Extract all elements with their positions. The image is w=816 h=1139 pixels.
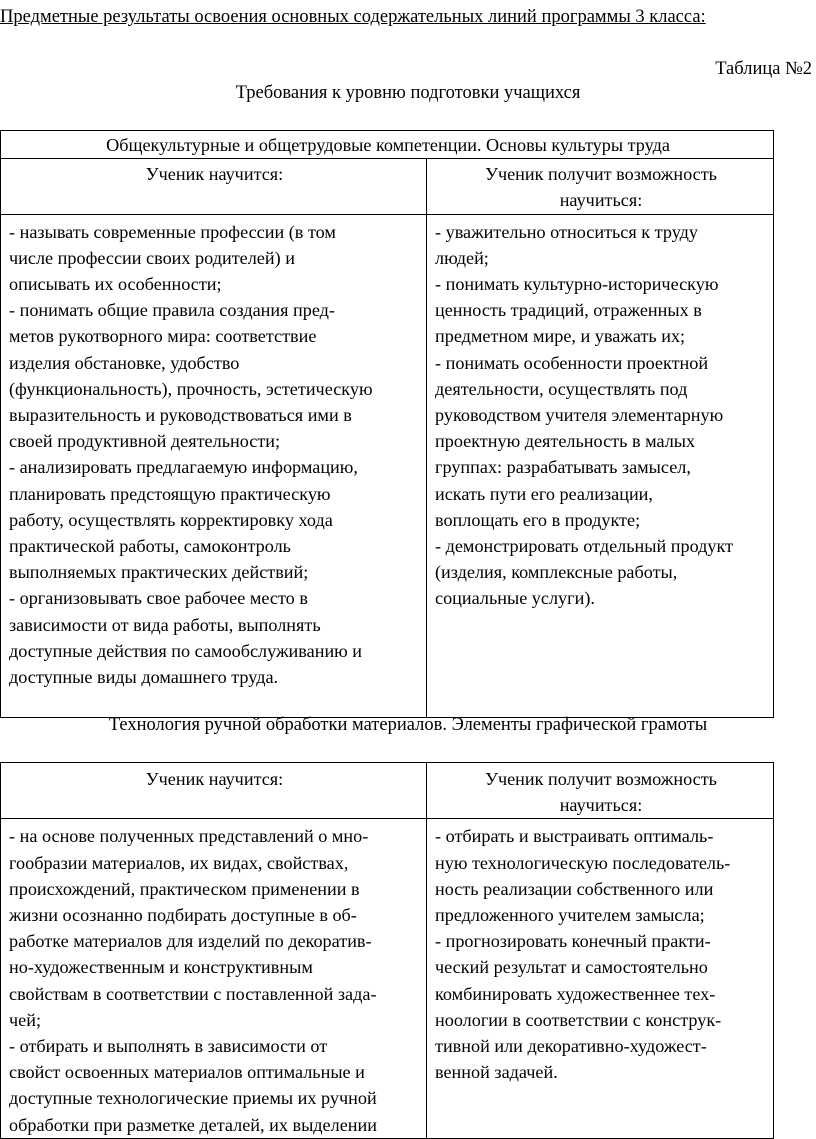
table1-col2-header-line: Ученик получит возможность — [485, 164, 717, 185]
text-line: предметном мире, и уважать их; — [435, 326, 686, 347]
text-line: тивной или декоративно-художест- — [435, 1036, 707, 1057]
text-line: - анализировать предлагаемую информацию, — [9, 457, 358, 478]
table2-col2-content — [427, 819, 774, 1138]
text-line: (изделия, комплексные работы, — [435, 562, 678, 583]
text-line: зависимости от вида работы, выполнять — [9, 614, 321, 635]
text-line: но-художественным и конструктивным — [9, 957, 313, 978]
text-line: - организовывать свое рабочее место в — [9, 588, 308, 609]
text-line: воплощать его в продукте; — [435, 509, 641, 530]
text-line: изделия обстановке, удобство — [9, 352, 240, 373]
text-line: предложенного учителем замысла; — [435, 905, 705, 926]
text-line: метов рукотворного мира: соответствие — [9, 326, 317, 347]
table1-col2-content — [427, 214, 774, 717]
text-line: - уважительно относиться к труду — [435, 221, 698, 242]
text-line: работке материалов для изделий по декоратив- — [9, 931, 372, 952]
text-line: социальные услуги). — [435, 588, 595, 609]
text-line: планировать предстоящую практическую — [9, 483, 331, 504]
table1-col1-header: Ученик научится: — [1, 159, 427, 214]
text-line: ность реализации собственного или — [435, 878, 714, 899]
table2-col1-header: Ученик научится: — [1, 763, 427, 819]
text-line: свойст освоенных материалов оптимальные и — [9, 1062, 365, 1083]
text-line: ческий результат и самостоятельно — [435, 957, 708, 978]
competencies-table — [0, 130, 774, 718]
table2-col2-header-line: научиться: — [559, 795, 643, 816]
text-line: - на основе полученных представлений о мно- — [9, 826, 369, 847]
text-line: гообразии материалов, их видах, свойствах, — [9, 852, 349, 873]
text-line: - отбирать и выстраивать оптималь- — [435, 826, 714, 847]
text-line: происхождений, практическом применении в — [9, 878, 360, 899]
text-line: выразительность и руководствоваться ими в — [9, 405, 352, 426]
text-line: искать пути его реализации, — [435, 483, 653, 504]
table2-col2-header — [427, 763, 774, 819]
text-line: жизни осознанно подбирать доступные в об- — [9, 905, 357, 926]
text-line: деятельности, осуществлять под — [435, 378, 688, 399]
text-line: - понимать общие правила создания пред- — [9, 300, 335, 321]
table1-section-title: Общекультурные и общетрудовые компетенции. Основы культуры труда — [1, 131, 774, 159]
document-heading: Предметные результаты освоения основных содержательных линий программы 3 класса: — [0, 7, 706, 27]
section2-title: Технология ручной обработки материалов. Элементы графической грамоты — [108, 715, 708, 735]
text-line: - демонстрировать отдельный продукт — [435, 536, 734, 557]
text-line: описывать их особенности; — [9, 274, 222, 295]
table1-col1-content — [1, 214, 427, 717]
text-line: комбинировать художественнее тех- — [435, 983, 716, 1004]
text-line: - понимать культурно-историческую — [435, 274, 719, 295]
text-line: выполняемых практических действий; — [9, 562, 309, 583]
text-line: доступные виды домашнего труда. — [9, 667, 279, 688]
text-line: ноологии в соответствии с конструк- — [435, 1009, 722, 1030]
table1-col2-header — [427, 159, 774, 214]
text-line: руководством учителя элементарную — [435, 405, 724, 426]
text-line: своей продуктивной деятельности; — [9, 431, 281, 452]
table-number: Таблица №2 — [715, 59, 812, 79]
text-line: практической работы, самоконтроль — [9, 536, 291, 557]
text-line: группах: разрабатывать замысел, — [435, 457, 691, 478]
text-line: числе профессии своих родителей) и — [9, 247, 295, 268]
text-line: ценность традиций, отраженных в — [435, 300, 702, 321]
text-line: работу, осуществлять корректировку хода — [9, 509, 333, 530]
text-line: доступные действия по самообслуживанию и — [9, 640, 363, 661]
text-line: - называть современные профессии (в том — [9, 221, 336, 242]
text-line: доступные технологические приемы их ручной — [9, 1088, 377, 1109]
text-line: - понимать особенности проектной — [435, 352, 709, 373]
text-line: (функциональность), прочность, эстетическую — [9, 378, 373, 399]
text-line: - прогнозировать конечный практи- — [435, 931, 711, 952]
text-line: - отбирать и выполнять в зависимости от — [9, 1036, 328, 1057]
table1-col2-header-line: научиться: — [559, 190, 643, 211]
table2-col2-header-line: Ученик получит возможность — [485, 769, 717, 789]
text-line: обработки при разметке деталей, их выделении — [9, 1114, 377, 1135]
text-line: чей; — [9, 1009, 42, 1030]
text-line: венной задачей. — [435, 1062, 558, 1083]
text-line: проектную деятельность в малых — [435, 431, 696, 452]
materials-table — [0, 762, 774, 1139]
table-subtitle: Требования к уровню подготовки учащихся — [235, 83, 581, 103]
text-line: ную технологическую последователь- — [435, 852, 731, 873]
table2-col1-content — [1, 819, 427, 1138]
text-line: свойствам в соответствии с поставленной зада- — [9, 983, 377, 1004]
text-line: людей; — [435, 247, 489, 268]
